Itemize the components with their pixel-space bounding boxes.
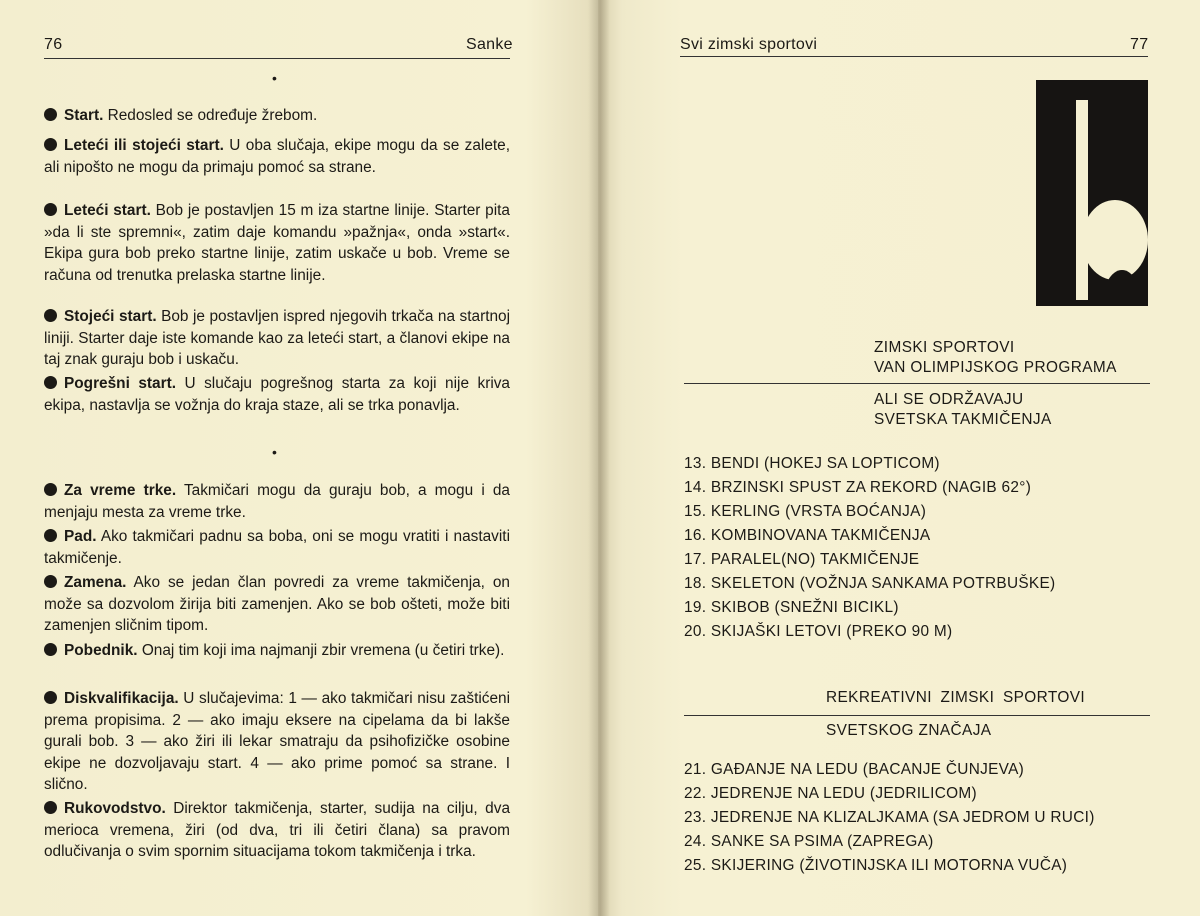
paragraph: [44, 526, 510, 569]
paragraph-text: Bob je postavljen ispred njegovih trkača na startnoj liniji. Starter daje iste komande kao za leteći start, a članovi ekipe na taj znak guraju bob i uskaču.: [44, 308, 511, 369]
bullet-icon: [44, 309, 57, 322]
list-item: 17. PARALEL(NO) TAKMIČENJE: [684, 551, 920, 568]
paragraph-text: U slučaju pogrešnog starta za koji nije kriva ekipa, nastavlja se vožnja do kraja staze, ali se trka ponavlja.: [44, 375, 510, 414]
running-head: Sanke: [466, 36, 513, 53]
section1-title-line3: ALI SE ODRŽAVAJU: [874, 391, 1024, 408]
paragraph-term: Start.: [64, 107, 104, 124]
paragraph-term: Zamena.: [64, 574, 127, 591]
bullet-icon: [44, 691, 57, 704]
bullet-icon: [44, 203, 57, 216]
paragraph-term: Leteći ili stojeći start.: [64, 137, 224, 154]
list-item: 20. SKIJAŠKI LETOVI (PREKO 90 M): [684, 623, 953, 640]
section1-rule: [684, 383, 1150, 384]
list-item: 16. KOMBINOVANA TAKMIČENJA: [684, 527, 931, 544]
paragraph-term: Pogrešni start.: [64, 375, 176, 392]
paragraph-text: Redosled se određuje žrebom.: [103, 107, 318, 124]
paragraph: [44, 640, 510, 662]
section2-rule: [684, 715, 1150, 716]
section1-title-line1: ZIMSKI SPORTOVI: [874, 339, 1015, 356]
paragraph: [44, 306, 510, 371]
list-item: 25. SKIJERING (ŽIVOTINJSKA ILI MOTORNA VUČA): [684, 857, 1068, 874]
list-item: 15. KERLING (VRSTA BOĆANJA): [684, 503, 927, 520]
paragraph-text: Direktor takmičenja, starter, sudija na cilju, dva merioca vremena, žiri (od dva, tri ili četiri člana) sa pravom odlučivanja o svim spornim situacijama tokom takmičenja i trka.: [44, 800, 510, 861]
header-rule: [680, 56, 1148, 57]
paragraph-text: Onaj tim koji ima najmanji zbir vremena (u četiri trke).: [137, 642, 505, 659]
list-item: 14. BRZINSKI SPUST ZA REKORD (NAGIB 62°): [684, 479, 1032, 496]
paragraph-text: U oba slučaja, ekipe mogu da se zalete, ali nipošto ne mogu da primaju pomoć sa strane.: [44, 137, 510, 176]
paragraph-text: Takmičari mogu da guraju bob, a mogu i da menjaju mesta za vreme trke.: [44, 482, 510, 521]
list-item: 13. BENDI (HOKEJ SA LOPTICOM): [684, 455, 940, 472]
bullet-icon: [44, 529, 57, 542]
paragraph-term: Stojeći start.: [64, 308, 157, 325]
logo-letter-stem: [1076, 100, 1088, 300]
paragraph-term: Rukovodstvo.: [64, 800, 166, 817]
list-item: 23. JEDRENJE NA KLIZALJKAMA (SA JEDROM U RUCI): [684, 809, 1095, 826]
paragraph-text: Bob je postavljen 15 m iza startne linije. Starter pita »da li ste spremni«, zatim daje komandu »pažnja«, onda »start«. Ekipa gura bob preko startne linije, zatim uskače u bob. Vreme se računa od trenutka prelaska startne linije.: [44, 202, 510, 284]
list-item: 19. SKIBOB (SNEŽNI BICIKL): [684, 599, 899, 616]
paragraph: [44, 105, 510, 127]
bullet-icon: [44, 801, 57, 814]
paragraph: [44, 572, 510, 637]
paragraph: [44, 688, 510, 796]
bullet-icon: [44, 643, 57, 656]
section1-title-line4: SVETSKA TAKMIČENJA: [874, 411, 1052, 428]
list-item: 22. JEDRENJE NA LEDU (JEDRILICOM): [684, 785, 977, 802]
paragraph: [44, 373, 510, 416]
bullet-icon: [44, 483, 57, 496]
page-number: 76: [44, 36, 63, 53]
paragraph: [44, 135, 510, 178]
paragraph: [44, 798, 510, 863]
logo-letter-bowl: [1082, 200, 1148, 280]
paragraph-term: Leteći start.: [64, 202, 151, 219]
sports-list-2: [684, 758, 1095, 878]
paragraph: [44, 480, 510, 523]
bullet-icon: [44, 138, 57, 151]
paragraph-term: Pad.: [64, 528, 97, 545]
paragraph-term: Diskvalifikacija.: [64, 690, 179, 707]
list-item: 24. SANKE SA PSIMA (ZAPREGA): [684, 833, 934, 850]
bullet-icon: [44, 575, 57, 588]
list-item: 21. GAĐANJE NA LEDU (BACANJE ČUNJEVA): [684, 761, 1025, 778]
paragraph-text: U slučajevima: 1 — ako takmičari nisu zaštićeni prema propisima. 2 — ako imaju eksere na cipelama da bi lakše gurali bob. 3 — ako žiri ili lekar smatraju da psihofizičke osobine ekipe ne dozvoljavaju start. 4 — ako prime pomoć sa strane. I slično.: [44, 690, 510, 794]
page-number: 77: [1130, 36, 1149, 53]
paragraph: [44, 200, 510, 286]
section2-title-line2: SVETSKOG ZNAČAJA: [826, 722, 992, 739]
section-separator: •: [272, 70, 277, 86]
running-head: Svi zimski sportovi: [680, 36, 818, 53]
section2-title-line1: REKREATIVNI ZIMSKI SPORTOVI: [826, 689, 1086, 706]
bullet-icon: [44, 376, 57, 389]
paragraph-term: Za vreme trke.: [64, 482, 177, 499]
sports-list-1: [684, 452, 1055, 644]
left-page: [0, 0, 598, 916]
list-item: 18. SKELETON (VOŽNJA SANKAMA POTRBUŠKE): [684, 575, 1056, 592]
paragraph-text: Ako takmičari padnu sa boba, oni se mogu vratiti i nastaviti takmičenje.: [44, 528, 510, 567]
chapter-letter-logo: [1036, 80, 1148, 306]
section1-title-line2: VAN OLIMPIJSKOG PROGRAMA: [874, 359, 1117, 376]
header-rule: [44, 58, 510, 59]
paragraph-text: Ako se jedan član povredi za vreme takmičenja, on može sa dozvolom žirija biti zamenjen. Ako se bob ošteti, može biti zamenjen sličnim tipom.: [44, 574, 510, 635]
section-separator: •: [272, 444, 277, 460]
paragraph-term: Pobednik.: [64, 642, 138, 659]
book-spine-shadow: [588, 0, 610, 916]
bullet-icon: [44, 108, 57, 121]
